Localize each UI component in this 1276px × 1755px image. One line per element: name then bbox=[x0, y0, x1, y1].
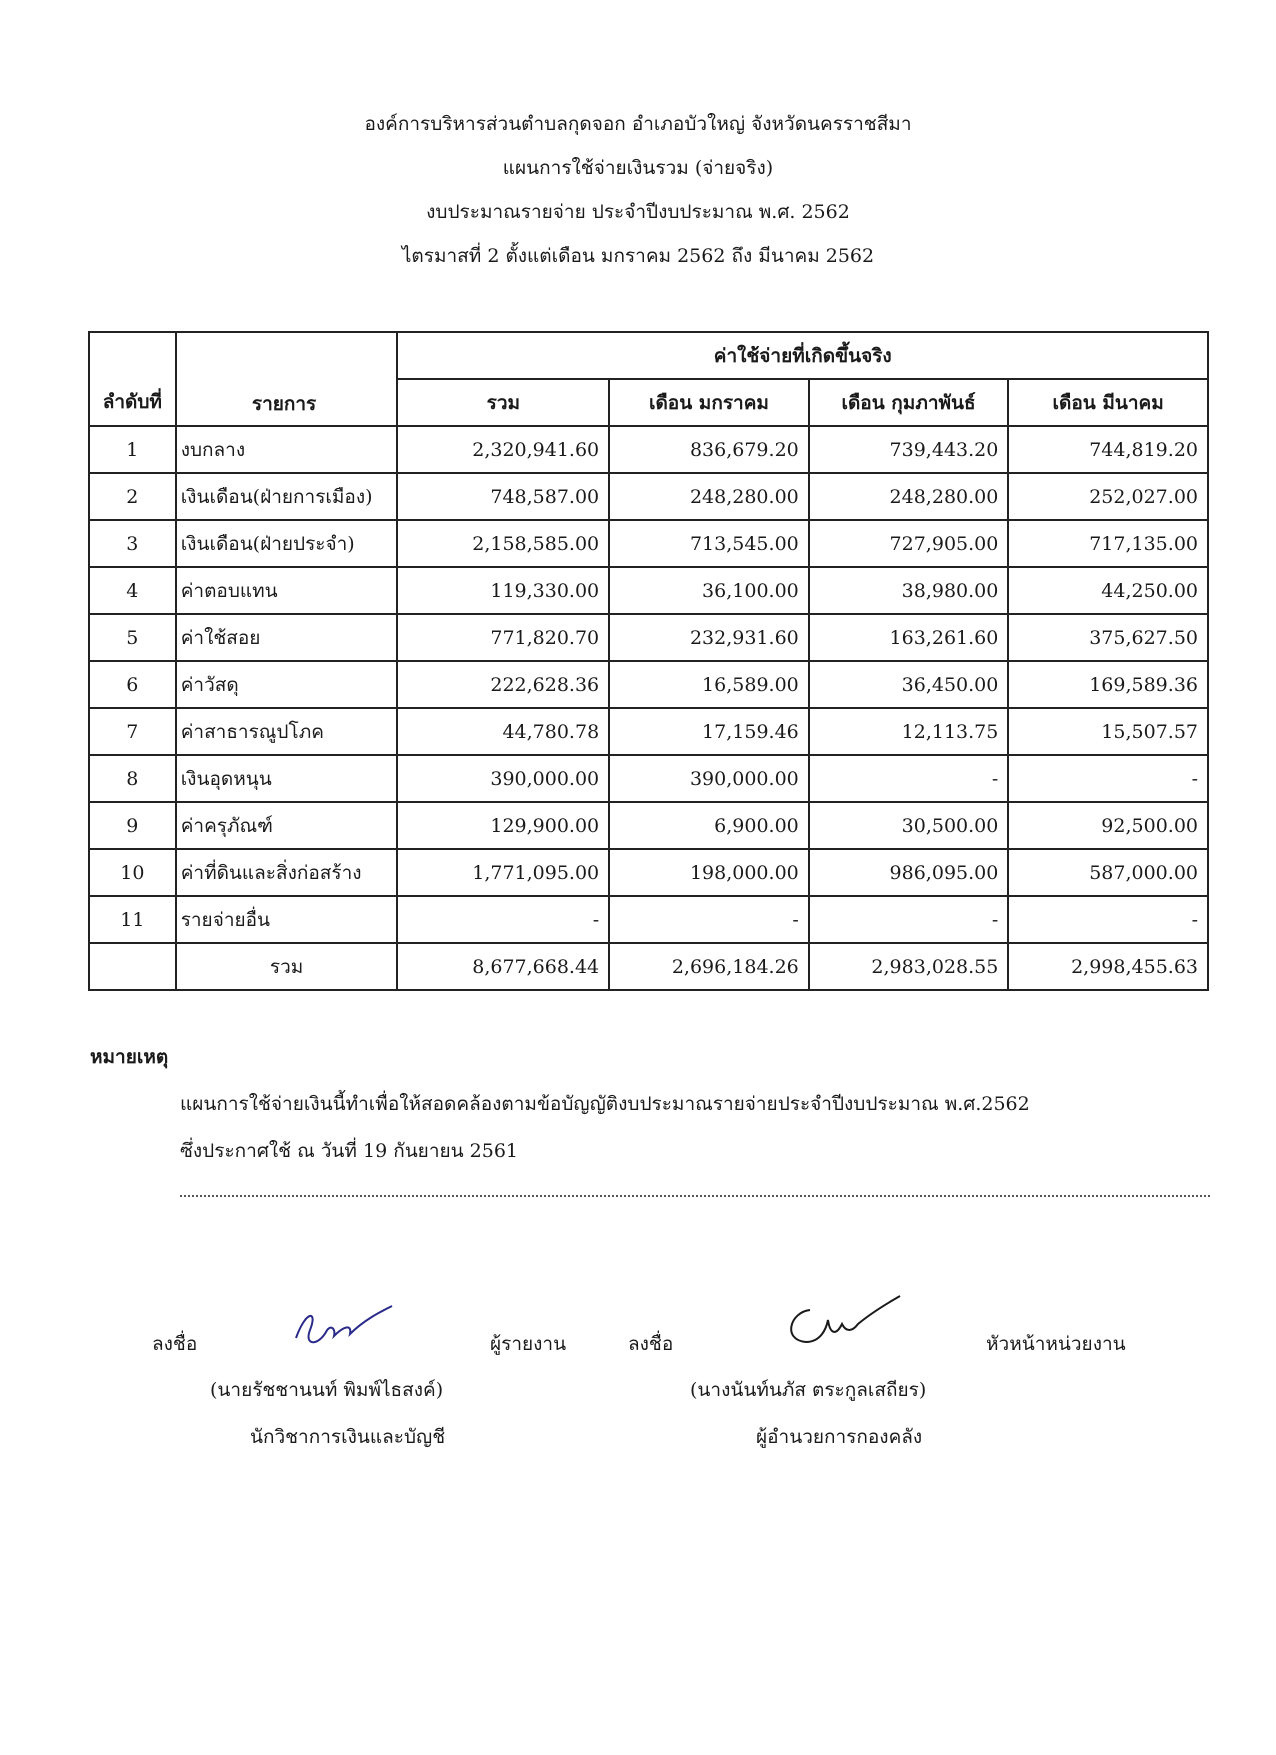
row-item: เงินเดือน(ฝ่ายประจำ) bbox=[176, 520, 398, 567]
total-row-label: รวม bbox=[176, 943, 398, 990]
total-row-jan: 2,696,184.26 bbox=[609, 943, 809, 990]
table-row bbox=[89, 661, 1208, 708]
row-jan: 390,000.00 bbox=[609, 755, 809, 802]
row-item: ค่าตอบแทน bbox=[176, 567, 398, 614]
right-signature-icon bbox=[776, 1290, 906, 1350]
right-sign-label: ลงชื่อ bbox=[628, 1333, 674, 1355]
header-quarter: ไตรมาสที่ 2 ตั้งแต่เดือน มกราคม 2562 ถึง มีนาคม 2562 bbox=[401, 245, 875, 267]
row-mar: 92,500.00 bbox=[1008, 802, 1208, 849]
col-header-total: รวม bbox=[397, 379, 609, 426]
table-row bbox=[89, 473, 1208, 520]
row-item: ค่าที่ดินและสิ่งก่อสร้าง bbox=[176, 849, 398, 896]
table-row bbox=[89, 896, 1208, 943]
table-row bbox=[89, 520, 1208, 567]
row-total: 222,628.36 bbox=[397, 661, 609, 708]
row-jan: 248,280.00 bbox=[609, 473, 809, 520]
table-row bbox=[89, 849, 1208, 896]
row-feb: 38,980.00 bbox=[809, 567, 1009, 614]
total-row-no bbox=[89, 943, 176, 990]
total-row-mar: 2,998,455.63 bbox=[1008, 943, 1208, 990]
row-mar: - bbox=[1008, 896, 1208, 943]
row-no: 9 bbox=[89, 802, 176, 849]
row-feb: 36,450.00 bbox=[809, 661, 1009, 708]
header-budget-year: งบประมาณรายจ่าย ประจำปีงบประมาณ พ.ศ. 2562 bbox=[426, 201, 850, 223]
left-role-label: ผู้รายงาน bbox=[490, 1333, 567, 1355]
row-mar: 717,135.00 bbox=[1008, 520, 1208, 567]
row-feb: 248,280.00 bbox=[809, 473, 1009, 520]
row-item: รายจ่ายอื่น bbox=[176, 896, 398, 943]
row-feb: 986,095.00 bbox=[809, 849, 1009, 896]
row-total: 129,900.00 bbox=[397, 802, 609, 849]
left-signature-icon bbox=[288, 1300, 398, 1360]
row-total: 44,780.78 bbox=[397, 708, 609, 755]
table-row bbox=[89, 614, 1208, 661]
header-plan-title: แผนการใช้จ่ายเงินรวม (จ่ายจริง) bbox=[502, 157, 774, 179]
row-feb: - bbox=[809, 755, 1009, 802]
row-total: 390,000.00 bbox=[397, 755, 609, 802]
remark-title: หมายเหตุ bbox=[90, 1046, 169, 1068]
left-signer-position: นักวิชาการเงินและบัญชี bbox=[250, 1426, 446, 1448]
table-row bbox=[89, 567, 1208, 614]
row-no: 8 bbox=[89, 755, 176, 802]
col-header-no: ลำดับที่ bbox=[89, 332, 176, 426]
row-no: 1 bbox=[89, 426, 176, 473]
col-header-feb: เดือน กุมภาพันธ์ bbox=[809, 379, 1009, 426]
row-jan: 232,931.60 bbox=[609, 614, 809, 661]
row-no: 5 bbox=[89, 614, 176, 661]
row-item: ค่าวัสดุ bbox=[176, 661, 398, 708]
col-header-mar: เดือน มีนาคม bbox=[1008, 379, 1208, 426]
row-total: - bbox=[397, 896, 609, 943]
row-jan: - bbox=[609, 896, 809, 943]
row-no: 10 bbox=[89, 849, 176, 896]
row-jan: 36,100.00 bbox=[609, 567, 809, 614]
col-header-group: ค่าใช้จ่ายที่เกิดขึ้นจริง bbox=[397, 332, 1208, 379]
row-mar: - bbox=[1008, 755, 1208, 802]
row-mar: 169,589.36 bbox=[1008, 661, 1208, 708]
row-mar: 587,000.00 bbox=[1008, 849, 1208, 896]
row-jan: 198,000.00 bbox=[609, 849, 809, 896]
row-feb: 30,500.00 bbox=[809, 802, 1009, 849]
row-total: 2,320,941.60 bbox=[397, 426, 609, 473]
left-sign-label: ลงชื่อ bbox=[152, 1333, 198, 1355]
right-role-label: หัวหน้าหน่วยงาน bbox=[986, 1333, 1126, 1355]
header-organization: องค์การบริหารส่วนตำบลกุดจอก อำเภอบัวใหญ่ จังหวัดนครราชสีมา bbox=[364, 113, 912, 135]
total-row-feb: 2,983,028.55 bbox=[809, 943, 1009, 990]
table-row bbox=[89, 755, 1208, 802]
col-header-jan: เดือน มกราคม bbox=[609, 379, 809, 426]
row-feb: 163,261.60 bbox=[809, 614, 1009, 661]
row-total: 1,771,095.00 bbox=[397, 849, 609, 896]
dotted-line bbox=[180, 1195, 1210, 1197]
row-no: 2 bbox=[89, 473, 176, 520]
row-jan: 16,589.00 bbox=[609, 661, 809, 708]
row-total: 771,820.70 bbox=[397, 614, 609, 661]
row-item: งบกลาง bbox=[176, 426, 398, 473]
row-no: 11 bbox=[89, 896, 176, 943]
remark-line-1: แผนการใช้จ่ายเงินนี้ทำเพื่อให้สอดคล้องตามข้อบัญญัติงบประมาณรายจ่ายประจำปีงบประมาณ พ.ศ.2562 bbox=[180, 1093, 1030, 1115]
row-feb: - bbox=[809, 896, 1009, 943]
table-row bbox=[89, 708, 1208, 755]
row-mar: 44,250.00 bbox=[1008, 567, 1208, 614]
row-total: 2,158,585.00 bbox=[397, 520, 609, 567]
row-item: เงินอุดหนุน bbox=[176, 755, 398, 802]
row-mar: 375,627.50 bbox=[1008, 614, 1208, 661]
row-item: เงินเดือน(ฝ่ายการเมือง) bbox=[176, 473, 398, 520]
table-total-row bbox=[89, 943, 1208, 990]
col-header-item: รายการ bbox=[176, 332, 398, 426]
row-no: 3 bbox=[89, 520, 176, 567]
row-total: 119,330.00 bbox=[397, 567, 609, 614]
row-item: ค่าใช้สอย bbox=[176, 614, 398, 661]
left-signer-name: (นายรัชชานนท์ พิมพ์ไธสงค์) bbox=[210, 1379, 444, 1401]
table-row bbox=[89, 802, 1208, 849]
row-item: ค่าครุภัณฑ์ bbox=[176, 802, 398, 849]
row-mar: 744,819.20 bbox=[1008, 426, 1208, 473]
row-feb: 739,443.20 bbox=[809, 426, 1009, 473]
row-feb: 12,113.75 bbox=[809, 708, 1009, 755]
row-no: 6 bbox=[89, 661, 176, 708]
row-total: 748,587.00 bbox=[397, 473, 609, 520]
row-jan: 836,679.20 bbox=[609, 426, 809, 473]
row-feb: 727,905.00 bbox=[809, 520, 1009, 567]
right-signer-position: ผู้อำนวยการกองคลัง bbox=[756, 1426, 923, 1448]
table-body bbox=[89, 426, 1208, 943]
row-jan: 6,900.00 bbox=[609, 802, 809, 849]
table-header-row-1 bbox=[89, 332, 1208, 379]
row-no: 4 bbox=[89, 567, 176, 614]
row-jan: 713,545.00 bbox=[609, 520, 809, 567]
total-row-total: 8,677,668.44 bbox=[397, 943, 609, 990]
row-mar: 15,507.57 bbox=[1008, 708, 1208, 755]
document-header bbox=[0, 102, 1276, 278]
row-jan: 17,159.46 bbox=[609, 708, 809, 755]
row-item: ค่าสาธารณูปโภค bbox=[176, 708, 398, 755]
row-mar: 252,027.00 bbox=[1008, 473, 1208, 520]
table-row bbox=[89, 426, 1208, 473]
row-no: 7 bbox=[89, 708, 176, 755]
remark-line-2: ซึ่งประกาศใช้ ณ วันที่ 19 กันยายน 2561 bbox=[180, 1140, 519, 1162]
right-signer-name: (นางนันท์นภัส ตระกูลเสถียร) bbox=[690, 1379, 927, 1401]
expense-table bbox=[88, 331, 1209, 991]
